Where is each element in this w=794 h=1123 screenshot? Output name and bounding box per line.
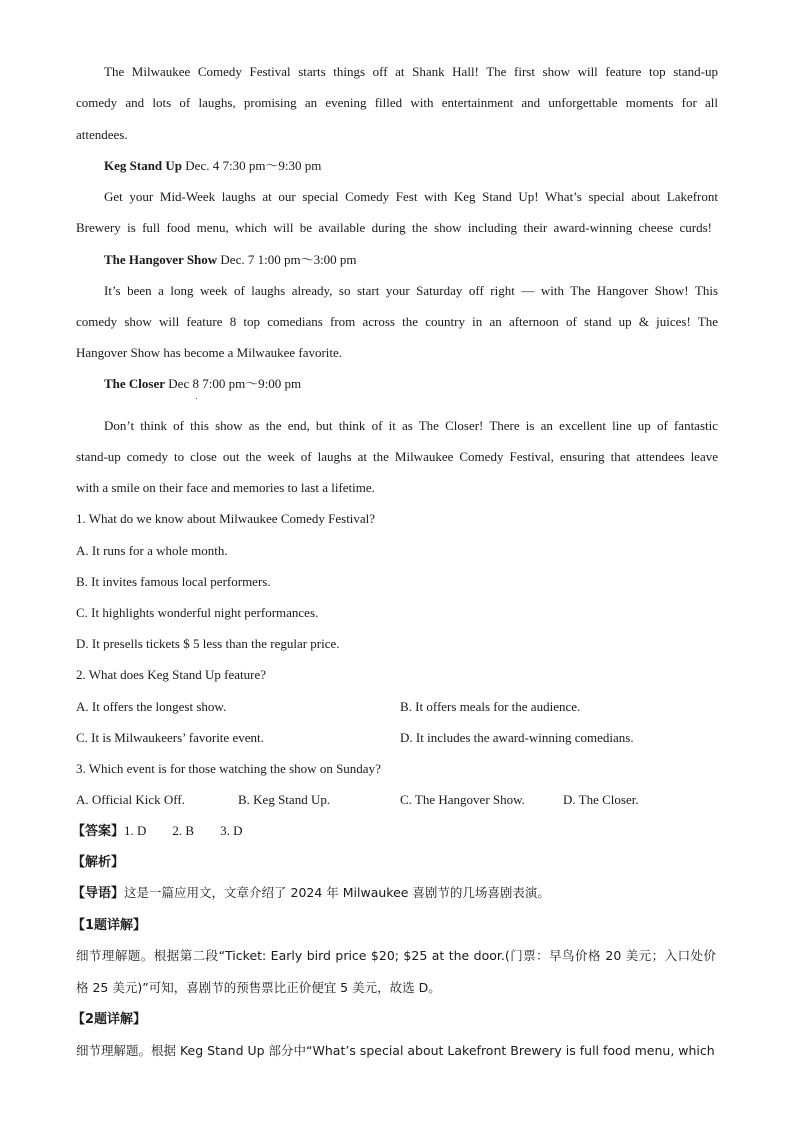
question-option: B. Keg Stand Up. bbox=[238, 792, 331, 807]
question-stem: 2. What does Keg Stand Up feature? bbox=[76, 667, 267, 682]
q1-detail-line: 细节理解题。根据第二段“Ticket: Early bird price $20; $25 at the door.(门票：早鸟价格 20 美元；入口处价 bbox=[76, 948, 716, 963]
passage-line: It’s been a long week of laughs already, so start your Saturday off right — with The Hangover Show! This bbox=[104, 283, 718, 298]
question-option: D. It presells tickets $ 5 less than the regular price. bbox=[76, 636, 340, 651]
passage-line: attendees. bbox=[76, 127, 128, 142]
event-time: Dec. 4 7:30 pm～9:30 pm bbox=[182, 158, 322, 173]
question-option: D. It includes the award-winning comedians. bbox=[400, 730, 634, 745]
question-option: D. The Closer. bbox=[563, 792, 639, 807]
question-option: B. It offers meals for the audience. bbox=[400, 699, 581, 714]
question-option: C. It highlights wonderful night performances. bbox=[76, 605, 319, 620]
answer-label: 【答案】 bbox=[72, 824, 125, 839]
passage-line: stand-up comedy to close out the week of laughs at the Milwaukee Comedy Festival, ensuring that attendees leave bbox=[76, 449, 718, 464]
passage-line: comedy and lots of laughs, promising an evening filled with entertainment and unforgettable moments for all bbox=[76, 95, 718, 110]
answer-text: 1. D 2. B 3. D bbox=[124, 823, 243, 838]
question-option: A. It runs for a whole month. bbox=[76, 543, 228, 558]
event-heading bbox=[104, 158, 321, 174]
question-option: A. Official Kick Off. bbox=[76, 792, 185, 807]
q2-detail-label: 【2题详解】 bbox=[72, 1012, 147, 1027]
question-option: A. It offers the longest show. bbox=[76, 699, 227, 714]
analysis-label: 【解析】 bbox=[72, 855, 125, 870]
event-heading bbox=[104, 252, 357, 268]
stray-mark bbox=[196, 398, 197, 399]
event-name: Keg Stand Up bbox=[104, 158, 183, 173]
event-name: The Closer bbox=[104, 376, 166, 391]
passage-line: comedy show will feature 8 top comedians from across the country in an afternoon of stand up & juices! The bbox=[76, 314, 718, 329]
question-option: C. It is Milwaukeers’ favorite event. bbox=[76, 730, 264, 745]
q2-detail-line: 细节理解题。根据 Keg Stand Up 部分中“What’s special about Lakefront Brewery is full food menu, which bbox=[76, 1043, 715, 1058]
answer-line bbox=[72, 823, 242, 840]
passage-line: Get your Mid-Week laughs at our special Comedy Fest with Keg Stand Up! What’s special about Lakefront bbox=[104, 189, 718, 204]
question-stem: 1. What do we know about Milwaukee Comedy Festival? bbox=[76, 511, 376, 526]
question-stem: 3. Which event is for those watching the show on Sunday? bbox=[76, 761, 381, 776]
event-time: Dec. 7 1:00 pm～3:00 pm bbox=[217, 252, 357, 267]
passage-line: Brewery is full food menu, which will be available during the show including their award-winning cheese curds! bbox=[76, 220, 712, 235]
passage-line: Hangover Show has become a Milwaukee favorite. bbox=[76, 345, 343, 360]
question-option: C. The Hangover Show. bbox=[400, 792, 525, 807]
passage-line: The Milwaukee Comedy Festival starts things off at Shank Hall! The first show will feature top stand-up bbox=[104, 64, 718, 79]
q1-detail-label: 【1题详解】 bbox=[72, 918, 147, 933]
passage-line: Don’t think of this show as the end, but think of it as The Closer! There is an excellent line up of fantastic bbox=[104, 418, 718, 433]
event-heading bbox=[104, 376, 301, 392]
q1-detail-line: 格 25 美元)”可知，喜剧节的预售票比正价便宜 5 美元，故选 D。 bbox=[76, 980, 441, 995]
passage-line: with a smile on their face and memories to last a lifetime. bbox=[76, 480, 375, 495]
question-option: B. It invites famous local performers. bbox=[76, 574, 271, 589]
event-name: The Hangover Show bbox=[104, 252, 218, 267]
intro-label: 【导语】 bbox=[72, 886, 125, 901]
event-time: Dec 8 7:00 pm～9:00 pm bbox=[165, 376, 302, 391]
intro-text: 这是一篇应用文，文章介绍了 2024 年 Milwaukee 喜剧节的几场喜剧表演。 bbox=[124, 885, 550, 900]
intro-line bbox=[72, 885, 550, 902]
